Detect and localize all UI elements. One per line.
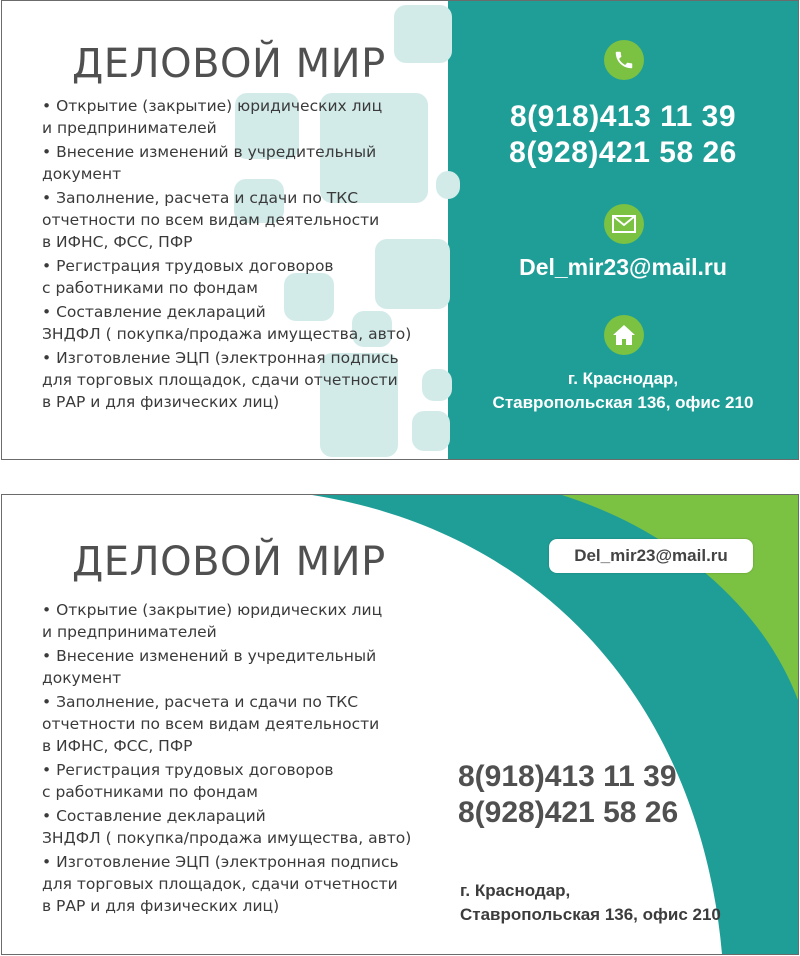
company-title: ДЕЛОВОЙ МИР bbox=[72, 41, 386, 87]
decor-square bbox=[412, 411, 450, 451]
phone-number[interactable]: 8(928)421 58 26 bbox=[458, 796, 679, 829]
email-link[interactable]: Del_mir23@mail.ru bbox=[519, 254, 727, 280]
phone-number[interactable]: 8(918)413 11 39 bbox=[458, 760, 677, 793]
service-item: • Открытие (закрытие) юридических лиц и предпринимателей bbox=[42, 599, 411, 643]
decor-square bbox=[394, 5, 452, 63]
address-city: г. Краснодар, bbox=[460, 881, 571, 900]
phone-number[interactable]: 8(928)421 58 26 bbox=[509, 136, 737, 169]
services-list bbox=[42, 599, 411, 919]
service-item: • Регистрация трудовых договоров с работниками по фондам bbox=[42, 759, 411, 803]
business-card-2 bbox=[1, 494, 799, 955]
services-list bbox=[42, 95, 411, 415]
decor-square bbox=[436, 171, 460, 199]
service-item: • Составление деклараций ЗНДФЛ ( покупка/продажа имущества, авто) bbox=[42, 301, 411, 345]
envelope-icon bbox=[604, 204, 644, 244]
service-item: • Регистрация трудовых договоров с работниками по фондам bbox=[42, 255, 411, 299]
service-item: • Изготовление ЭЦП (электронная подпись для торговых площадок, сдачи отчетности в РАР и для физических лиц) bbox=[42, 851, 411, 917]
business-card-1 bbox=[1, 0, 799, 460]
service-item: • Заполнение, расчета и сдачи по ТКС отчетности по всем видам деятельности в ИФНС, ФСС, ПФР bbox=[42, 187, 411, 253]
service-item: • Изготовление ЭЦП (электронная подпись для торговых площадок, сдачи отчетности в РАР и для физических лиц) bbox=[42, 347, 411, 413]
phone-number[interactable]: 8(918)413 11 39 bbox=[509, 100, 737, 133]
phone-icon bbox=[604, 40, 644, 80]
company-title: ДЕЛОВОЙ МИР bbox=[72, 539, 386, 585]
service-item: • Внесение изменений в учредительный документ bbox=[42, 141, 411, 185]
address-street: Ставропольская 136, офис 210 bbox=[492, 393, 754, 412]
email-badge[interactable]: Del_mir23@mail.ru bbox=[549, 539, 753, 573]
service-item: • Составление деклараций ЗНДФЛ ( покупка/продажа имущества, авто) bbox=[42, 805, 411, 849]
phone-numbers bbox=[448, 99, 798, 171]
home-icon bbox=[604, 315, 644, 355]
contact-panel bbox=[448, 1, 798, 459]
address bbox=[448, 367, 798, 415]
address-city: г. Краснодар, bbox=[567, 369, 679, 388]
service-item: • Внесение изменений в учредительный документ bbox=[42, 645, 411, 689]
address-street: Ставропольская 136, офис 210 bbox=[460, 905, 721, 924]
address bbox=[460, 879, 721, 927]
service-item: • Открытие (закрытие) юридических лиц и предпринимателей bbox=[42, 95, 411, 139]
service-item: • Заполнение, расчета и сдачи по ТКС отчетности по всем видам деятельности в ИФНС, ФСС, ПФР bbox=[42, 691, 411, 757]
decor-square bbox=[422, 369, 452, 401]
phone-numbers bbox=[458, 759, 678, 831]
